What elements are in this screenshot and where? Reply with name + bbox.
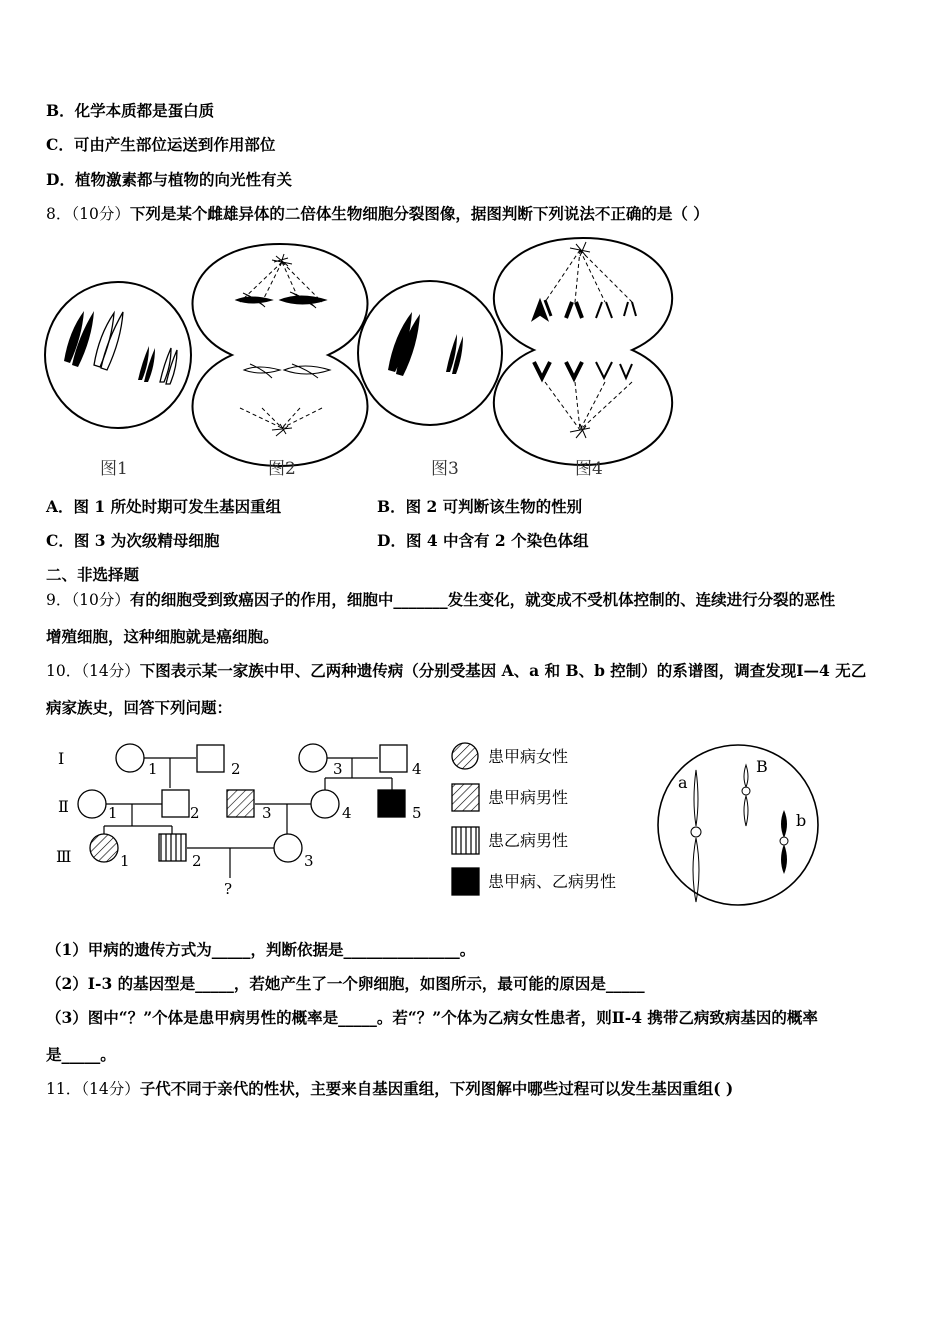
q10-subquestion-3-line-2: 是_____。 [46,1045,116,1064]
ii-1-number: 1 [108,804,118,822]
figure-4-cell [494,238,672,465]
q7-option-c: C．可由产生部位运送到作用部位 [46,135,276,154]
cell-division-figures [0,230,950,500]
figure-2-cell [193,244,368,466]
figure-1-cell [45,282,191,428]
generation-2-label: Ⅱ [58,797,69,816]
chromosome-label-a: a [678,773,688,792]
i-2-number: 2 [231,760,241,778]
figure-3-cell [358,281,502,425]
section-heading: 二、非选择题 [46,565,140,584]
unknown-child: ? [224,880,233,898]
ii-5-number: 5 [412,804,422,822]
iii-1-number: 1 [120,852,130,870]
i-1-number: 1 [148,760,158,778]
iii-3-number: 3 [304,852,314,870]
q8-option-d: D．图 4 中含有 2 个染色体组 [377,531,589,550]
q7-option-b: B．化学本质都是蛋白质 [46,101,215,120]
pedigree-chart [0,730,950,930]
q8-stem: 下列是某个雌雄异体的二倍体生物细胞分裂图像，据图判断下列说法不正确的是（ ） [129,204,709,223]
legend-male-disease-a: 患甲病男性 [488,788,569,807]
q8-option-a: A．图 1 所处时期可发生基因重组 [46,497,282,516]
iii-2-number: 2 [192,852,202,870]
legend-male-disease-b: 患乙病男性 [488,831,569,850]
figure-1-label: 图1 [100,459,128,479]
figure-4-label: 图4 [575,459,603,479]
figure-2-label: 图2 [268,459,296,479]
q10-subquestion-1: （1）甲病的遗传方式为_____，判断依据是_______________。 [46,940,476,959]
q9-number: 9．（10分） [46,591,130,609]
q7-option-d: D．植物激素都与植物的向光性有关 [46,170,292,189]
q9-text-1: 有的细胞受到致癌因子的作用，细胞中_______发生变化，就变成不受机体控制的、连续进行分裂的恶性 [129,590,836,609]
q10-subquestion-3-line-1: （3）图中“？”个体是患甲病男性的概率是_____。若“？”个体为乙病女性患者，则Ⅱ-4 携带乙病致病基因的概率 [46,1008,818,1027]
q10-number: 10．（14分） [46,662,140,680]
q10-line-2: 病家族史，回答下列问题： [46,698,233,717]
q11-stem: 子代不同于亲代的性状，主要来自基因重组，下列图解中哪些过程可以发生基因重组( ) [139,1079,734,1098]
q9-line-1 [46,590,835,610]
q11-stem-line [46,1079,733,1099]
q11-number: 11．（14分） [46,1080,140,1098]
i-4-number: 4 [412,760,422,778]
egg-cell-diagram [658,745,818,905]
q8-number: 8．（10分） [46,205,130,223]
q8-option-c: C．图 3 为次级精母细胞 [46,531,220,550]
q8-stem-line [46,204,709,224]
generation-1-label: Ⅰ [58,749,65,768]
ii-2-number: 2 [190,804,200,822]
q10-line-1 [46,661,866,681]
q8-option-b: B．图 2 可判断该生物的性别 [377,497,583,516]
legend-male-both: 患甲病、乙病男性 [488,872,617,891]
chromosome-label-B: B [756,757,768,776]
ii-4-number: 4 [342,804,352,822]
legend-female-disease-a: 患甲病女性 [488,747,569,766]
q10-subquestion-2: （2）Ⅰ-3 的基因型是_____，若她产生了一个卵细胞，如图所示，最可能的原因是_____ [46,974,645,993]
chromosome-label-b: b [796,811,807,830]
q9-line-2: 增殖细胞，这种细胞就是癌细胞。 [46,627,279,646]
ii-3-number: 3 [262,804,272,822]
figure-3-label: 图3 [431,459,459,479]
generation-3-label: Ⅲ [56,847,72,866]
i-3-number: 3 [333,760,343,778]
q10-text-1: 下图表示某一家族中甲、乙两种遗传病（分别受基因 A、a 和 B、b 控制）的系谱图，调查发现Ⅰ—4 无乙 [139,661,867,680]
